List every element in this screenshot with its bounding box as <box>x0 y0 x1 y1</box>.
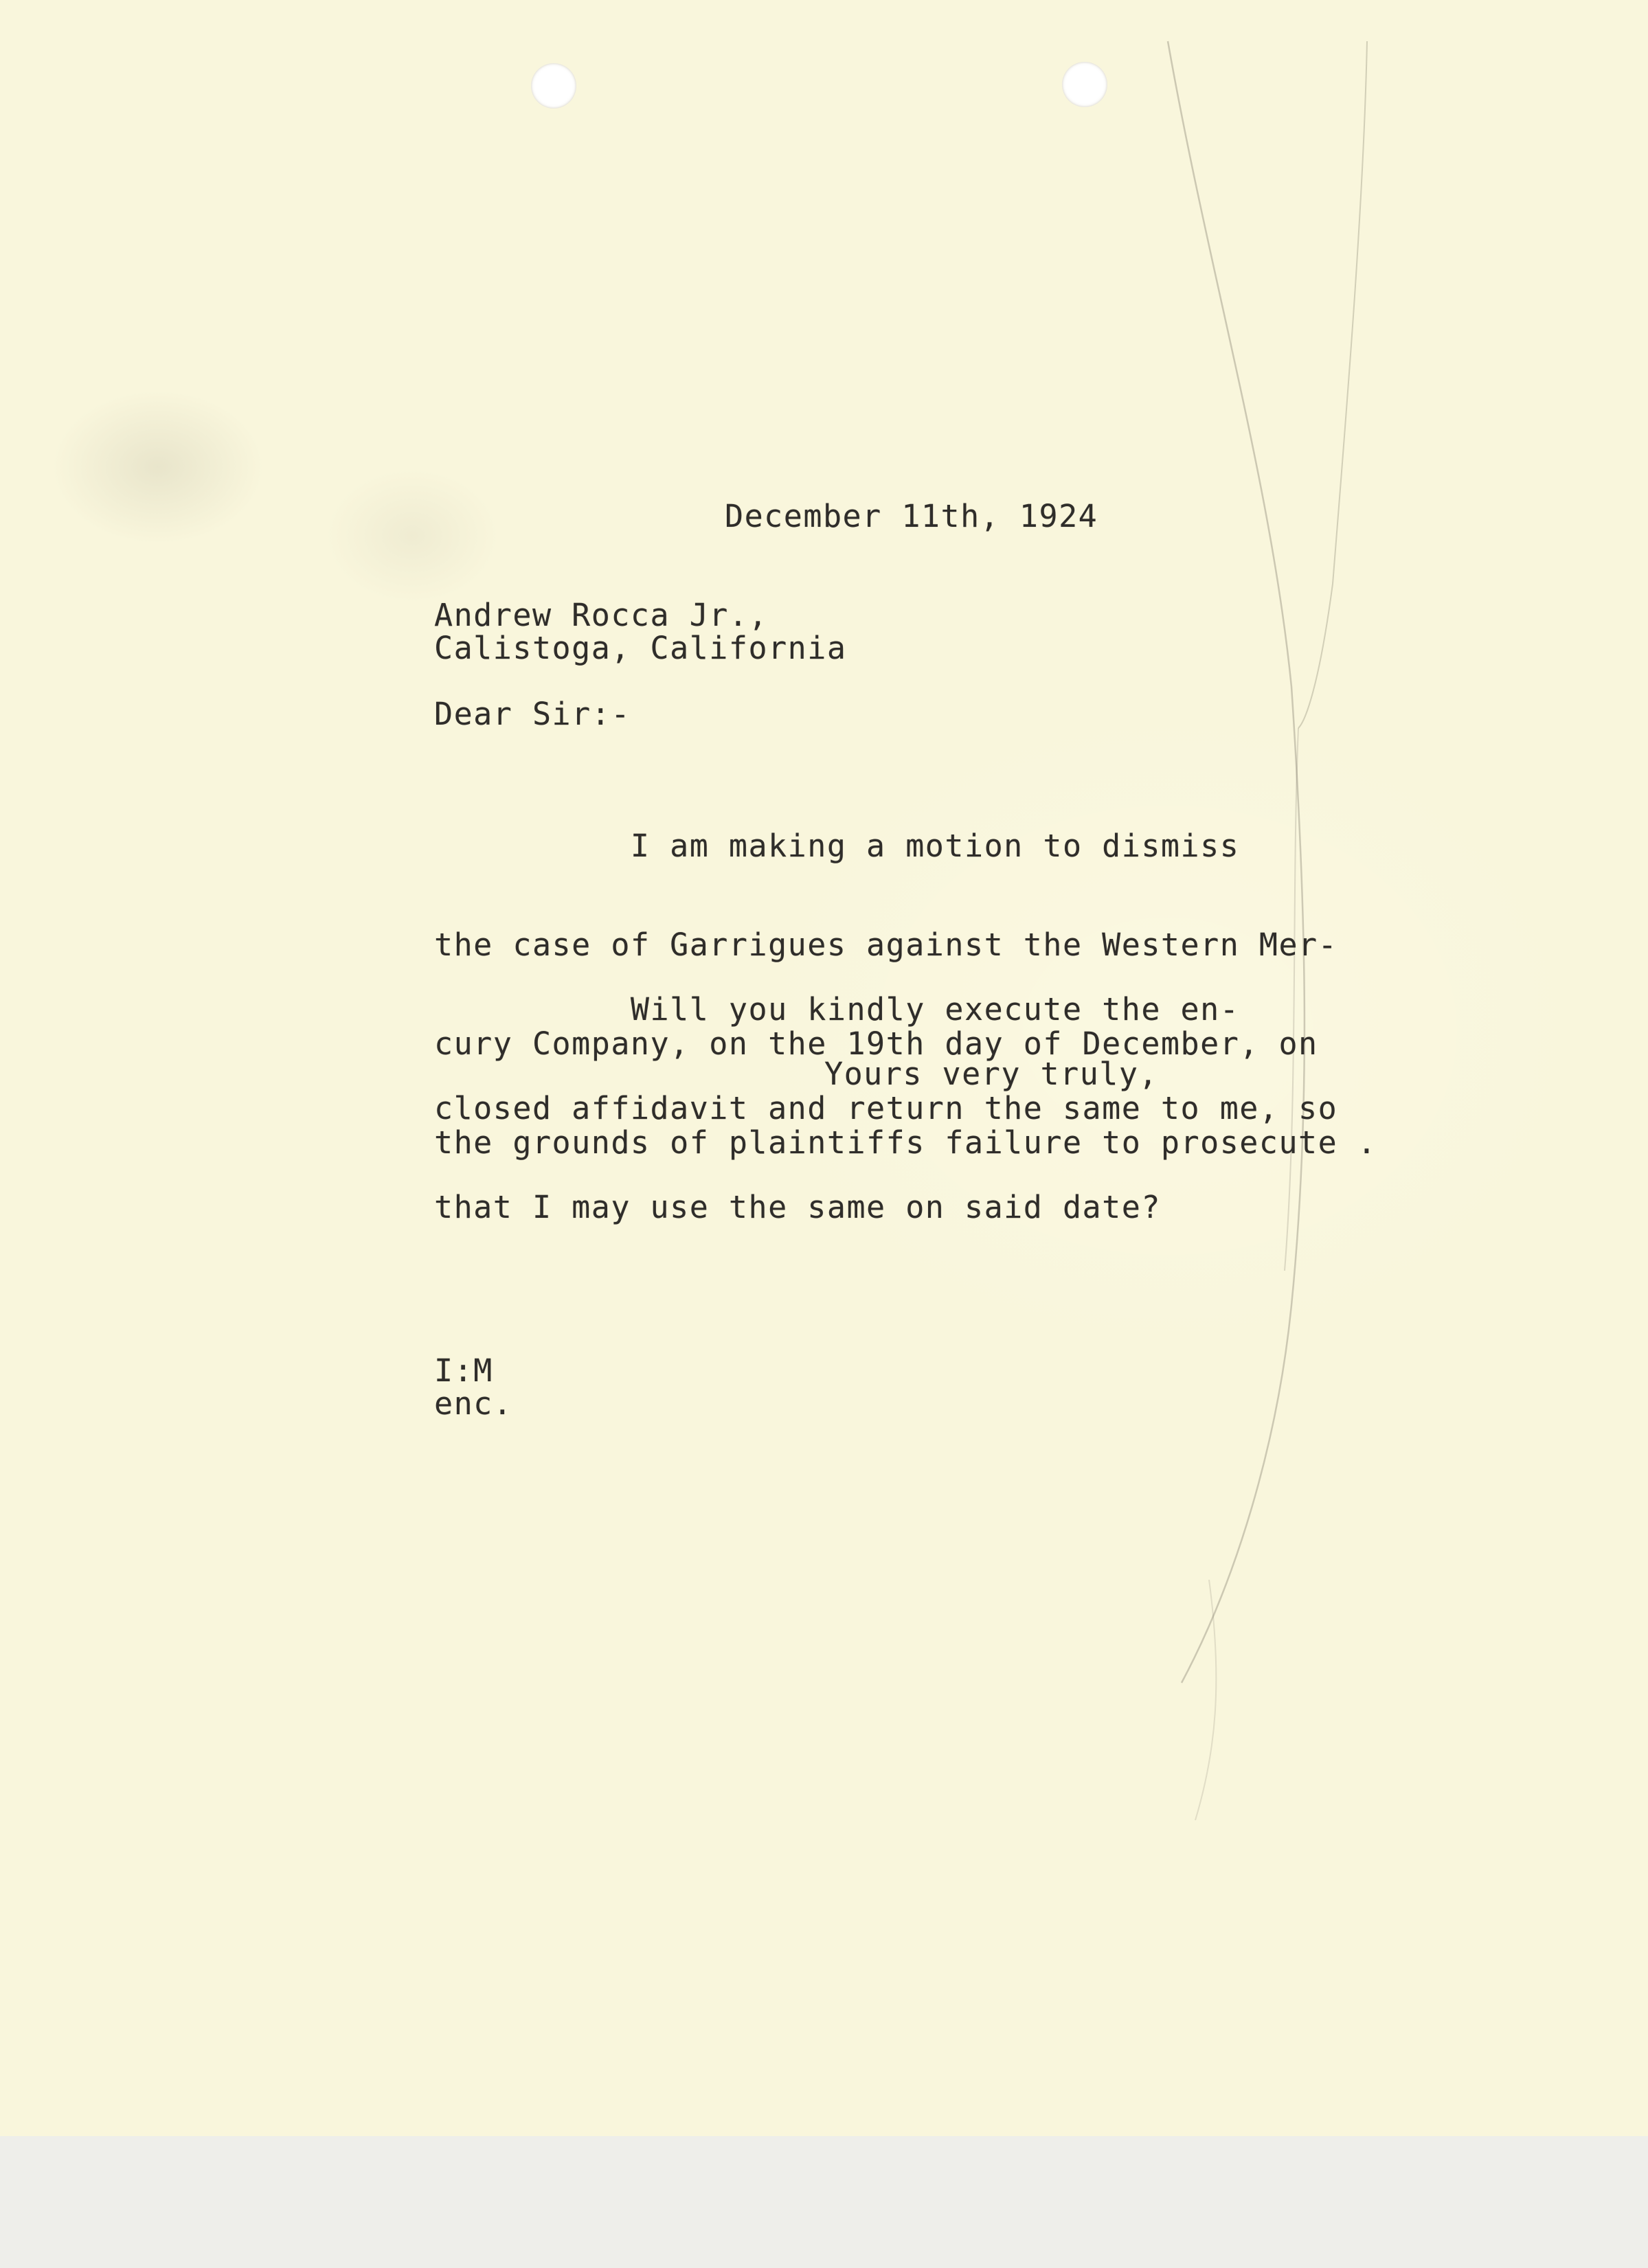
letter-date: December 11th, 1924 <box>725 498 1098 534</box>
paragraph-2-line: Will you kindly execute the en- <box>434 991 1240 1028</box>
paragraph-2-line: that I may use the same on said date? <box>434 1189 1161 1225</box>
closing: Yours very truly, <box>824 1056 1159 1092</box>
paragraph-1-line: cury Company, on the 19th day of December, on <box>434 1025 1318 1062</box>
paragraph-1-line: the grounds of plaintiffs failure to prosecute . <box>434 1124 1377 1161</box>
paragraph-2-line: closed affidavit and return the same to me, so <box>434 1090 1338 1126</box>
recipient-name: Andrew Rocca Jr., <box>434 597 769 633</box>
salutation: Dear Sir:- <box>434 696 631 732</box>
paragraph-1-line: I am making a motion to dismiss <box>434 828 1240 864</box>
paragraph-1-line: the case of Garrigues against the Western Mer- <box>434 927 1338 963</box>
enclosure-note: enc. <box>434 1385 513 1422</box>
scan-margin <box>0 2136 1648 2268</box>
body-paragraph-2 <box>434 927 1337 1290</box>
recipient-city: Calistoga, California <box>434 630 847 666</box>
typist-initials: I:M <box>434 1352 493 1389</box>
